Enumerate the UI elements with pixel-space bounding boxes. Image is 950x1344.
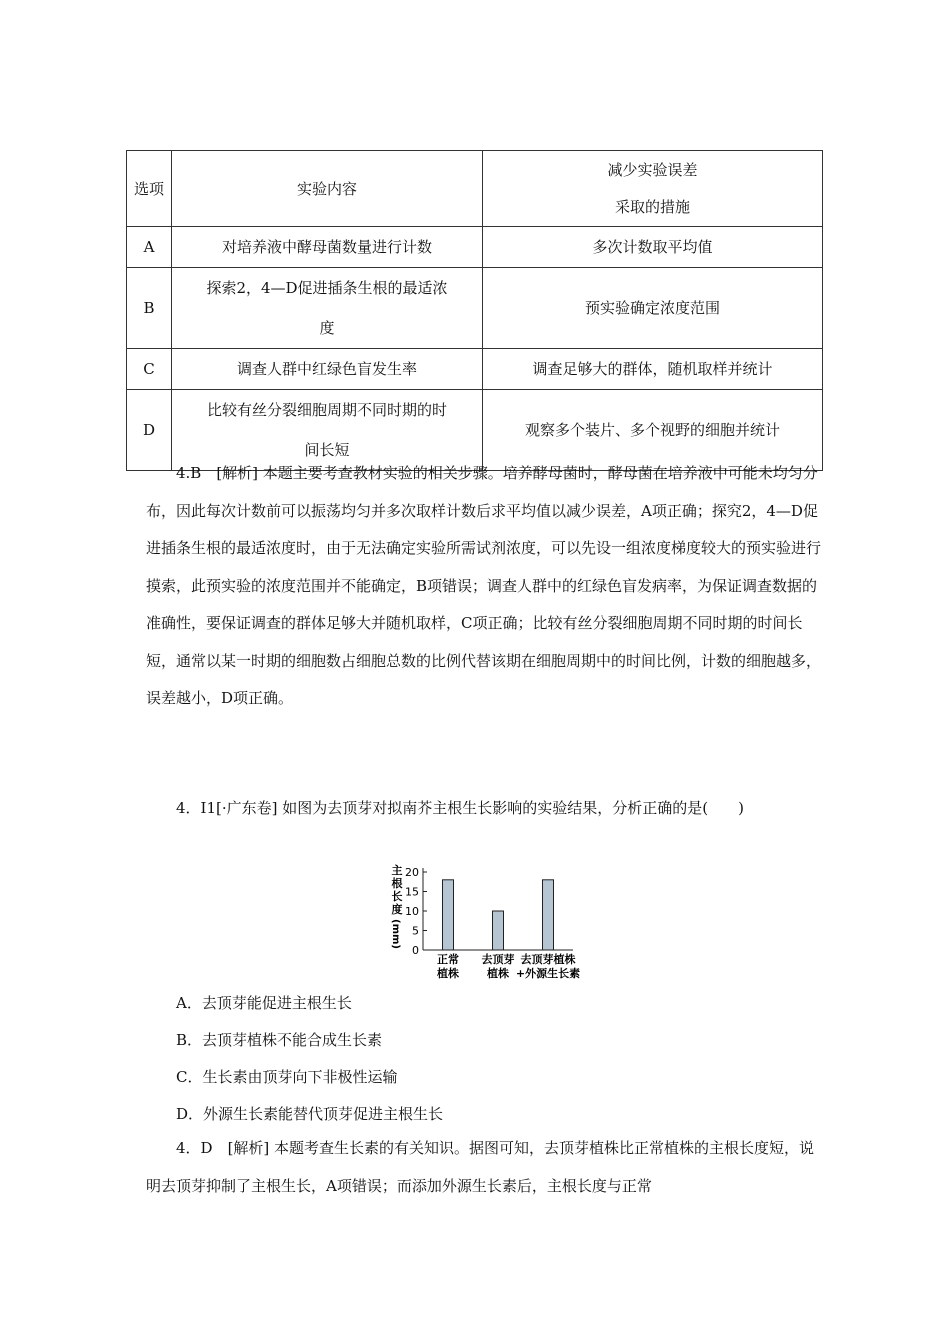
row-measure: 多次计数取平均值 [483,227,823,268]
table-row [127,349,823,390]
y-tick-label: 5 [412,924,419,938]
x-category-label-line1: 正常 [437,953,459,966]
header-measure-line2: 采取的措施 [614,197,690,216]
header-option: 选项 [127,151,172,227]
table-header-row [127,151,823,227]
y-tick-label: 0 [412,944,419,957]
y-tick-label: 20 [405,866,419,879]
option-b: B．去顶芽植株不能合成生长素 [176,1031,383,1049]
table-row [127,268,823,349]
header-content: 实验内容 [172,151,483,227]
option-c: C．生长素由顶芽向下非极性运输 [176,1068,398,1086]
question-stem: 4．I1[·广东卷] 如图为去顶芽对拟南芥主根生长影响的实验结果，分析正确的是( ) [176,799,744,817]
x-category-label-line1: 去顶芽 [481,953,515,966]
analysis-paragraph-2: 4．D [解析] 本题考查生长素的有关知识。据图可知，去顶芽植株比正常植株的主根长度短，说明去顶芽抑制了主根生长，A项错误；而添加外源生长素后，主根长度与正常 [146,1139,815,1195]
row-content: 调查人群中红绿色盲发生率 [172,349,483,390]
row-content [172,268,483,349]
experiment-table [126,150,823,471]
row-option: C [127,349,172,390]
row-content-line2: 度 [319,319,335,337]
header-measure [483,151,823,227]
row-measure: 预实验确定浓度范围 [483,268,823,349]
row-measure: 调查足够大的群体，随机取样并统计 [483,349,823,390]
row-content-line2: 间长短 [304,441,350,459]
row-option: D [127,390,172,471]
x-category-label-line2: 植株 [487,967,509,980]
x-category-label-line1: 去顶芽植株 [520,953,576,966]
x-category-label-line2: 植株 [437,967,459,980]
y-axis-label-char: 度 [391,903,403,916]
analysis-paragraph-1: 4.B [解析] 本题主要考查教材实验的相关步骤。培养酵母菌时，酵母菌在培养液中可能未均匀分布，因此每次计数前可以振荡均匀并多次取样计数后求平均值以减少误差，A项正确；探究2，4—D促进插条生根的最适浓度时，由于无法确定实验所需试剂浓度，可以先设一组浓度梯度较大的预实验进行摸索，此预实验的浓度范围并不能确定，B项错误；调查人群中的红绿色盲发病率，为保证调查数据的准确性，要保证调查的群体足够大并随机取样，C项正确；比较有丝分裂细胞周期不同时期的时间长短，通常以某一时期的细胞数占细胞总数的比例代替该期在细胞周期中的时间比例，计数的细胞越多，误差越小，D项正确。 [146,464,822,707]
y-tick-label: 10 [405,905,419,918]
root-length-bar-chart [385,860,605,985]
table-row [127,227,823,268]
y-tick-label: 15 [405,885,419,899]
bar [543,880,554,950]
bar [443,880,454,950]
y-axis-label-char: 根 [391,877,403,890]
row-content-line1: 探索2，4—D促进插条生根的最适浓 [206,279,448,297]
option-a: A．去顶芽能促进主根生长 [176,994,352,1012]
row-content-line1: 比较有丝分裂细胞周期不同时期的时 [206,401,447,419]
row-content: 对培养液中酵母菌数量进行计数 [172,227,483,268]
option-d: D．外源生长素能替代顶芽促进主根生长 [176,1105,444,1123]
row-option: B [127,268,172,349]
row-measure: 观察多个装片、多个视野的细胞并统计 [483,390,823,471]
bar [493,911,504,950]
y-axis-label-char: 长 [391,890,403,903]
row-option: A [127,227,172,268]
y-axis-label-char: 主 [391,864,403,877]
y-axis-label-unit: (mm) [390,919,401,949]
header-measure-line1: 减少实验误差 [607,160,698,179]
x-category-label-line2: +外源生长素 [515,967,581,980]
